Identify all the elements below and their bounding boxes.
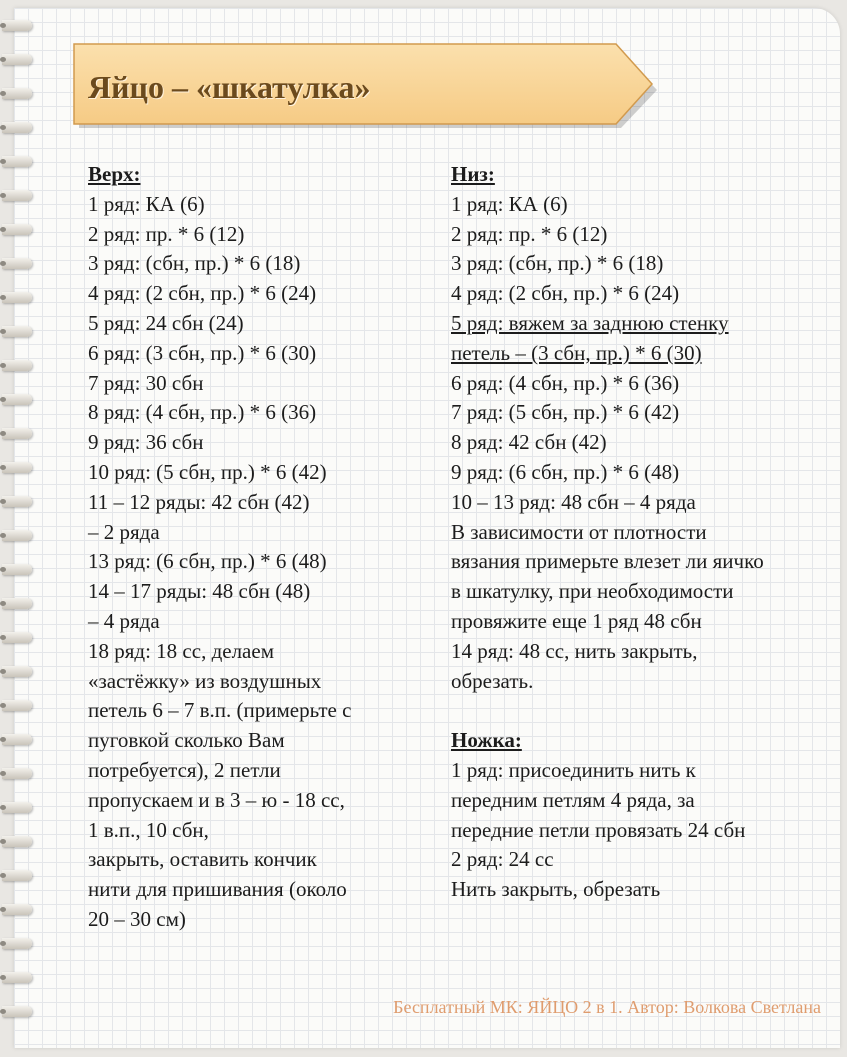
instruction-line: 14 – 17 ряды: 48 сбн (48) xyxy=(88,579,311,604)
leg-section-heading: Ножка: xyxy=(451,728,522,753)
spiral-binding xyxy=(0,0,40,1057)
bottom-section-heading: Низ: xyxy=(451,162,495,186)
instruction-line: передние петли провязать 24 сбн xyxy=(451,817,746,842)
instruction-line: пуговкой сколько Вам xyxy=(88,728,285,753)
footer-credit: Бесплатный МК: ЯЙЦО 2 в 1. Автор: Волкова Светлана xyxy=(393,997,821,1017)
instruction-line-underlined: 5 ряд: вяжем за заднюю стенку xyxy=(451,310,729,335)
spiral-ring xyxy=(2,802,32,813)
instruction-line: 13 ряд: (6 сбн, пр.) * 6 (48) xyxy=(88,549,327,574)
spiral-ring xyxy=(2,292,32,303)
spiral-ring xyxy=(2,904,32,915)
instruction-line: 8 ряд: 42 сбн (42) xyxy=(451,430,607,455)
spiral-ring xyxy=(2,156,32,167)
instruction-line: 3 ряд: (сбн, пр.) * 6 (18) xyxy=(88,251,301,276)
instruction-line: нити для пришивания (около xyxy=(88,877,347,902)
instruction-line: пропускаем и в 3 – ю - 18 сс, xyxy=(88,787,345,812)
spiral-ring xyxy=(2,836,32,847)
spiral-ring xyxy=(2,462,32,473)
leg-section-lines xyxy=(451,756,831,905)
spiral-ring xyxy=(2,122,32,133)
instruction-line: вязания примерьте влезет ли яичко xyxy=(451,549,764,574)
instruction-line: 7 ряд: 30 сбн xyxy=(88,370,204,395)
instruction-line: 11 – 12 ряды: 42 сбн (42) xyxy=(88,489,310,514)
spiral-ring xyxy=(2,258,32,269)
spiral-ring xyxy=(2,496,32,507)
instruction-line: 2 ряд: 24 сс xyxy=(451,847,554,872)
instruction-line: – 2 ряда xyxy=(88,519,160,544)
instruction-line: – 4 ряда xyxy=(88,608,160,633)
instruction-line-underlined: петель – (3 сбн, пр.) * 6 (30) xyxy=(451,340,702,365)
spiral-ring xyxy=(2,870,32,881)
spiral-ring xyxy=(2,394,32,405)
instruction-line: 2 ряд: пр. * 6 (12) xyxy=(451,221,608,246)
page-title: Яйцо – «шкатулка» xyxy=(88,69,371,105)
spiral-ring xyxy=(2,88,32,99)
top-section-lines xyxy=(88,190,438,935)
instruction-line: 7 ряд: (5 сбн, пр.) * 6 (42) xyxy=(451,400,680,425)
spiral-ring xyxy=(2,190,32,201)
spiral-ring xyxy=(2,326,32,337)
spiral-ring xyxy=(2,938,32,949)
spiral-ring xyxy=(2,734,32,745)
instruction-line: «застёжку» из воздушных xyxy=(88,668,322,693)
instruction-line: потребуется), 2 петли xyxy=(88,757,281,782)
instruction-line: петель 6 – 7 в.п. (примерьте с xyxy=(88,698,352,723)
instruction-line: 6 ряд: (4 сбн, пр.) * 6 (36) xyxy=(451,370,680,395)
spiral-ring xyxy=(2,632,32,643)
spiral-ring xyxy=(2,1006,32,1017)
instruction-line: 9 ряд: 36 сбн xyxy=(88,430,204,455)
instruction-line: 18 ряд: 18 сс, делаем xyxy=(88,638,274,663)
top-section xyxy=(88,160,438,935)
title-banner xyxy=(72,42,658,132)
instruction-line: Нить закрыть, обрезать xyxy=(451,877,661,902)
instruction-line: В зависимости от плотности xyxy=(451,519,707,544)
instruction-line: 9 ряд: (6 сбн, пр.) * 6 (48) xyxy=(451,459,680,484)
instruction-line: передним петлям 4 ряда, за xyxy=(451,787,695,812)
instruction-line: 4 ряд: (2 сбн, пр.) * 6 (24) xyxy=(451,281,680,306)
top-section-heading: Верх: xyxy=(88,162,141,186)
spiral-ring xyxy=(2,224,32,235)
bottom-section xyxy=(451,160,831,905)
spiral-ring xyxy=(2,428,32,439)
instruction-line: закрыть, оставить кончик xyxy=(88,847,317,872)
instruction-line: 5 ряд: 24 сбн (24) xyxy=(88,310,244,335)
instruction-line: 10 – 13 ряд: 48 сбн – 4 ряда xyxy=(451,489,696,514)
spiral-ring xyxy=(2,530,32,541)
spiral-ring xyxy=(2,666,32,677)
instruction-line: 8 ряд: (4 сбн, пр.) * 6 (36) xyxy=(88,400,317,425)
spiral-ring xyxy=(2,768,32,779)
instruction-line: обрезать. xyxy=(451,668,534,693)
instruction-line: 1 ряд: КА (6) xyxy=(451,191,568,216)
instruction-line: 4 ряд: (2 сбн, пр.) * 6 (24) xyxy=(88,281,317,306)
instruction-line: 1 ряд: присоединить нить к xyxy=(451,757,696,782)
instruction-line: 14 ряд: 48 сс, нить закрыть, xyxy=(451,638,698,663)
spiral-ring xyxy=(2,20,32,31)
instruction-line: в шкатулку, при необходимости xyxy=(451,579,734,604)
spiral-ring xyxy=(2,360,32,371)
instruction-line: 3 ряд: (сбн, пр.) * 6 (18) xyxy=(451,251,664,276)
bottom-section-underlined-lines xyxy=(451,309,831,369)
spiral-ring xyxy=(2,564,32,575)
spiral-ring xyxy=(2,700,32,711)
spiral-ring xyxy=(2,54,32,65)
instruction-line: провяжите еще 1 ряд 48 сбн xyxy=(451,608,702,633)
instruction-line: 1 в.п., 10 сбн, xyxy=(88,817,209,842)
instruction-line: 20 – 30 см) xyxy=(88,906,186,931)
spiral-ring xyxy=(2,598,32,609)
bottom-section-lines-after xyxy=(451,369,831,697)
instruction-line: 6 ряд: (3 сбн, пр.) * 6 (30) xyxy=(88,340,317,365)
spiral-ring xyxy=(2,972,32,983)
bottom-section-lines-before xyxy=(451,190,831,309)
instruction-line: 1 ряд: КА (6) xyxy=(88,191,205,216)
instruction-line: 2 ряд: пр. * 6 (12) xyxy=(88,221,245,246)
instruction-line: 10 ряд: (5 сбн, пр.) * 6 (42) xyxy=(88,459,327,484)
